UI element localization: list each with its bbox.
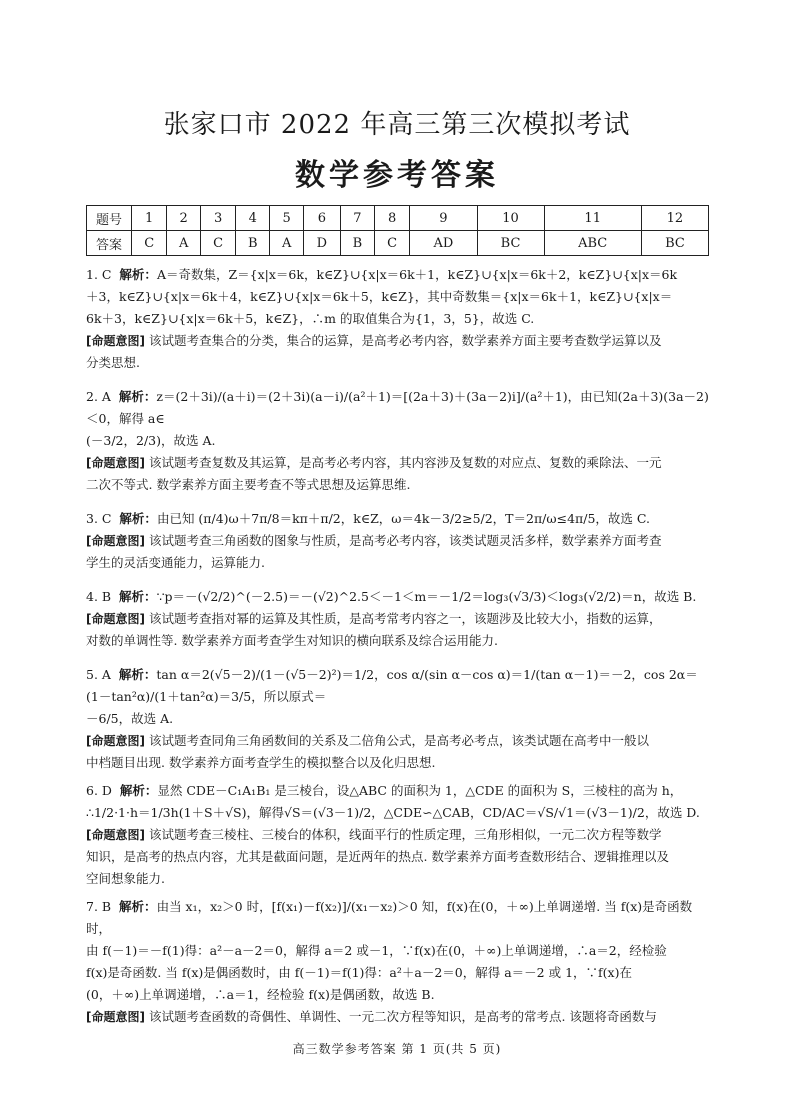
analysis-label: 解析： (119, 783, 158, 798)
answer-cell: AD (410, 231, 477, 256)
solution-line (86, 664, 710, 708)
question-number-cell: 1 (132, 206, 167, 231)
solution-item-2 (86, 386, 710, 496)
solution-line: 由 f(－1)＝－f(1)得：a²－a－2＝0，解得 a＝2 或－1，∵f(x)在(0，＋∞)上单调递增，∴a＝2，经检验 (86, 943, 667, 958)
solution-line (86, 264, 710, 286)
solution-line: 6k＋3，k∈Z}∪{x|x＝6k＋5，k∈Z}，∴m 的取值集合为{1，3，5}，故选 C. (86, 311, 535, 326)
solution-text: A＝奇数集，Z＝{x|x＝6k，k∈Z}∪{x|x＝6k＋1，k∈Z}∪{x|x＝6k＋2，k∈Z}∪{x|x＝6k (156, 267, 678, 282)
item-number: 7. B (86, 899, 112, 914)
intent-text: 该试题考查三角函数的图象与性质，是高考必考内容，该类试题灵活多样，数学素养方面考查 (148, 533, 662, 548)
item-number: 1. C (86, 267, 112, 282)
solution-item-7 (86, 896, 710, 1028)
solution-text: 由已知 (π/4)ω＋7π/8＝kπ＋π/2，k∈Z，ω＝4k－3/2≥5/2，T＝2π/ω≤4π/5，故选 C. (156, 511, 650, 526)
intent-line: 对数的单调性等. 数学素养方面考查学生对知识的横向联系及综合运用能力. (86, 633, 498, 648)
solution-text: 由当 x₁，x₂＞0 时，[f(x₁)－f(x₂)]/(x₁－x₂)＞0 知，f(x)在(0，＋∞)上单调递增. 当 f(x)是奇函数时， (86, 899, 693, 936)
question-number-cell: 6 (303, 206, 340, 231)
solution-line: ∴1/2·1·h＝1/3h(1＋S＋√S)，解得√S＝(√3－1)/2，△CDE∽△CAB，CD/AC＝√S/√1＝(√3－1)/2，故选 D. (86, 805, 700, 820)
row-label-answer: 答案 (87, 231, 132, 256)
analysis-label: 解析： (118, 389, 157, 404)
solution-text: 显然 CDE－C₁A₁B₁ 是三棱台，设△ABC 的面积为 1，△CDE 的面积为 S，三棱柱的高为 h， (157, 783, 683, 798)
answer-cell: BC (641, 231, 708, 256)
solution-item-1 (86, 264, 710, 374)
intent-line: 分类思想. (86, 355, 140, 370)
answer-cell: B (340, 231, 374, 256)
solution-line (86, 896, 710, 940)
intent-line (86, 452, 710, 474)
intent-label: [命题意图] (86, 534, 145, 548)
answer-cell: A (270, 231, 304, 256)
solution-line (86, 586, 710, 608)
intent-label: [命题意图] (86, 734, 145, 748)
intent-text: 该试题考查指对幂的运算及其性质，是高考常考内容之一，该题涉及比较大小，指数的运算， (148, 611, 662, 626)
intent-line (86, 530, 710, 552)
question-number-cell: 11 (544, 206, 641, 231)
question-number-cell: 9 (410, 206, 477, 231)
intent-text: 该试题考查复数及其运算，是高考必考内容，其内容涉及复数的对应点、复数的乘除法、一元 (148, 455, 662, 470)
solution-item-6 (86, 780, 710, 890)
solution-text: ∵p＝－(√2/2)^(－2.5)＝－(√2)^2.5＜－1＜m＝－1/2＝log₃(√3/3)＜log₃(√2/2)＝n，故选 B. (156, 589, 697, 604)
intent-line: 空间想象能力. (86, 871, 165, 886)
answer-cell: C (374, 231, 409, 256)
answer-cell: D (303, 231, 340, 256)
answer-key-table (86, 205, 709, 256)
solution-line: (－3/2，2/3)，故选 A. (86, 433, 216, 448)
answer-cell: ABC (544, 231, 641, 256)
question-number-row (87, 206, 709, 231)
analysis-label: 解析： (119, 511, 157, 526)
question-number-cell: 4 (236, 206, 270, 231)
question-number-cell: 8 (374, 206, 409, 231)
solutions-body (86, 264, 710, 1028)
intent-label: [命题意图] (86, 828, 145, 842)
analysis-label: 解析： (119, 267, 157, 282)
answer-row (87, 231, 709, 256)
question-number-cell: 2 (167, 206, 201, 231)
item-number: 2. A (86, 389, 111, 404)
solution-line: －6/5，故选 A. (86, 711, 174, 726)
solution-line (86, 386, 710, 430)
page-title: 张家口市 2022 年高三第三次模拟考试 (163, 110, 631, 140)
intent-line (86, 330, 710, 352)
question-number-cell: 7 (340, 206, 374, 231)
item-number: 5. A (86, 667, 111, 682)
solution-line (86, 780, 710, 802)
solution-item-3 (86, 508, 710, 574)
solution-item-5 (86, 664, 710, 774)
row-label-number: 题号 (87, 206, 132, 231)
intent-line (86, 730, 710, 752)
item-number: 3. C (86, 511, 112, 526)
intent-line (86, 1006, 710, 1028)
intent-label: [命题意图] (86, 612, 145, 626)
question-number-cell: 12 (641, 206, 708, 231)
item-number: 6. D (86, 783, 112, 798)
intent-line: 中档题目出现. 数学素养方面考查学生的模拟整合以及化归思想. (86, 755, 436, 770)
answer-cell: C (200, 231, 235, 256)
intent-label: [命题意图] (86, 1010, 145, 1024)
item-number: 4. B (86, 589, 112, 604)
intent-line: 知识，是高考的热点内容，尤其是截面问题，是近两年的热点. 数学素养方面考查数形结合、逻辑推理以及 (86, 849, 669, 864)
answer-cell: B (236, 231, 270, 256)
solution-line: f(x)是奇函数. 当 f(x)是偶函数时，由 f(－1)＝f(1)得：a²＋a－2＝0，解得 a＝－2 或 1，∵f(x)在 (86, 965, 632, 980)
solution-line (86, 508, 710, 530)
intent-line: 学生的灵活变通能力，运算能力. (86, 555, 265, 570)
question-number-cell: 10 (477, 206, 544, 231)
intent-line (86, 608, 710, 630)
intent-text: 该试题考查函数的奇偶性、单调性、一元二次方程等知识，是高考的常考点. 该题将奇函数与 (148, 1009, 657, 1024)
answer-cell: A (167, 231, 201, 256)
intent-text: 该试题考查同角三角函数间的关系及二倍角公式，是高考必考点，该类试题在高考中一般以 (148, 733, 649, 748)
question-number-cell: 5 (270, 206, 304, 231)
intent-label: [命题意图] (86, 334, 145, 348)
intent-line (86, 824, 710, 846)
answer-cell: C (132, 231, 167, 256)
analysis-label: 解析： (118, 667, 157, 682)
analysis-label: 解析： (119, 899, 157, 914)
solution-line: ＋3，k∈Z}∪{x|x＝6k＋4，k∈Z}∪{x|x＝6k＋5，k∈Z}，其中奇数集＝{x|x＝6k＋1，k∈Z}∪{x|x＝ (86, 289, 673, 304)
intent-line: 二次不等式. 数学素养方面主要考查不等式思想及运算思维. (86, 477, 411, 492)
solution-item-4 (86, 586, 710, 652)
solution-text: tan α＝2(√5－2)/(1－(√5－2)²)＝1/2，cos α/(sin α－cos α)＝1/(tan α－1)＝－2，cos 2α＝(1－tan²α)/(1＋tan²α)＝3/5，所以原式＝ (86, 667, 698, 704)
question-number-cell: 3 (200, 206, 235, 231)
solution-text: z＝(2＋3i)/(a＋i)＝(2＋3i)(a－i)/(a²＋1)＝[(2a＋3)＋(3a－2)i]/(a²＋1)，由已知(2a＋3)(3a－2)＜0，解得 a∈ (86, 389, 709, 426)
page-subtitle: 数学参考答案 (295, 158, 499, 193)
solution-line: (0，＋∞)上单调递增，∴a＝1，经检验 f(x)是偶函数，故选 B. (86, 987, 435, 1002)
page-footer: 高三数学参考答案 第 1 页(共 5 页) (292, 1042, 502, 1056)
intent-label: [命题意图] (86, 456, 145, 470)
answer-cell: BC (477, 231, 544, 256)
analysis-label: 解析： (119, 589, 157, 604)
intent-text: 该试题考查集合的分类，集合的运算，是高考必考内容，数学素养方面主要考查数学运算以及 (148, 333, 662, 348)
intent-text: 该试题考查三棱柱、三棱台的体积，线面平行的性质定理，三角形相似，一元二次方程等数学 (148, 827, 662, 842)
